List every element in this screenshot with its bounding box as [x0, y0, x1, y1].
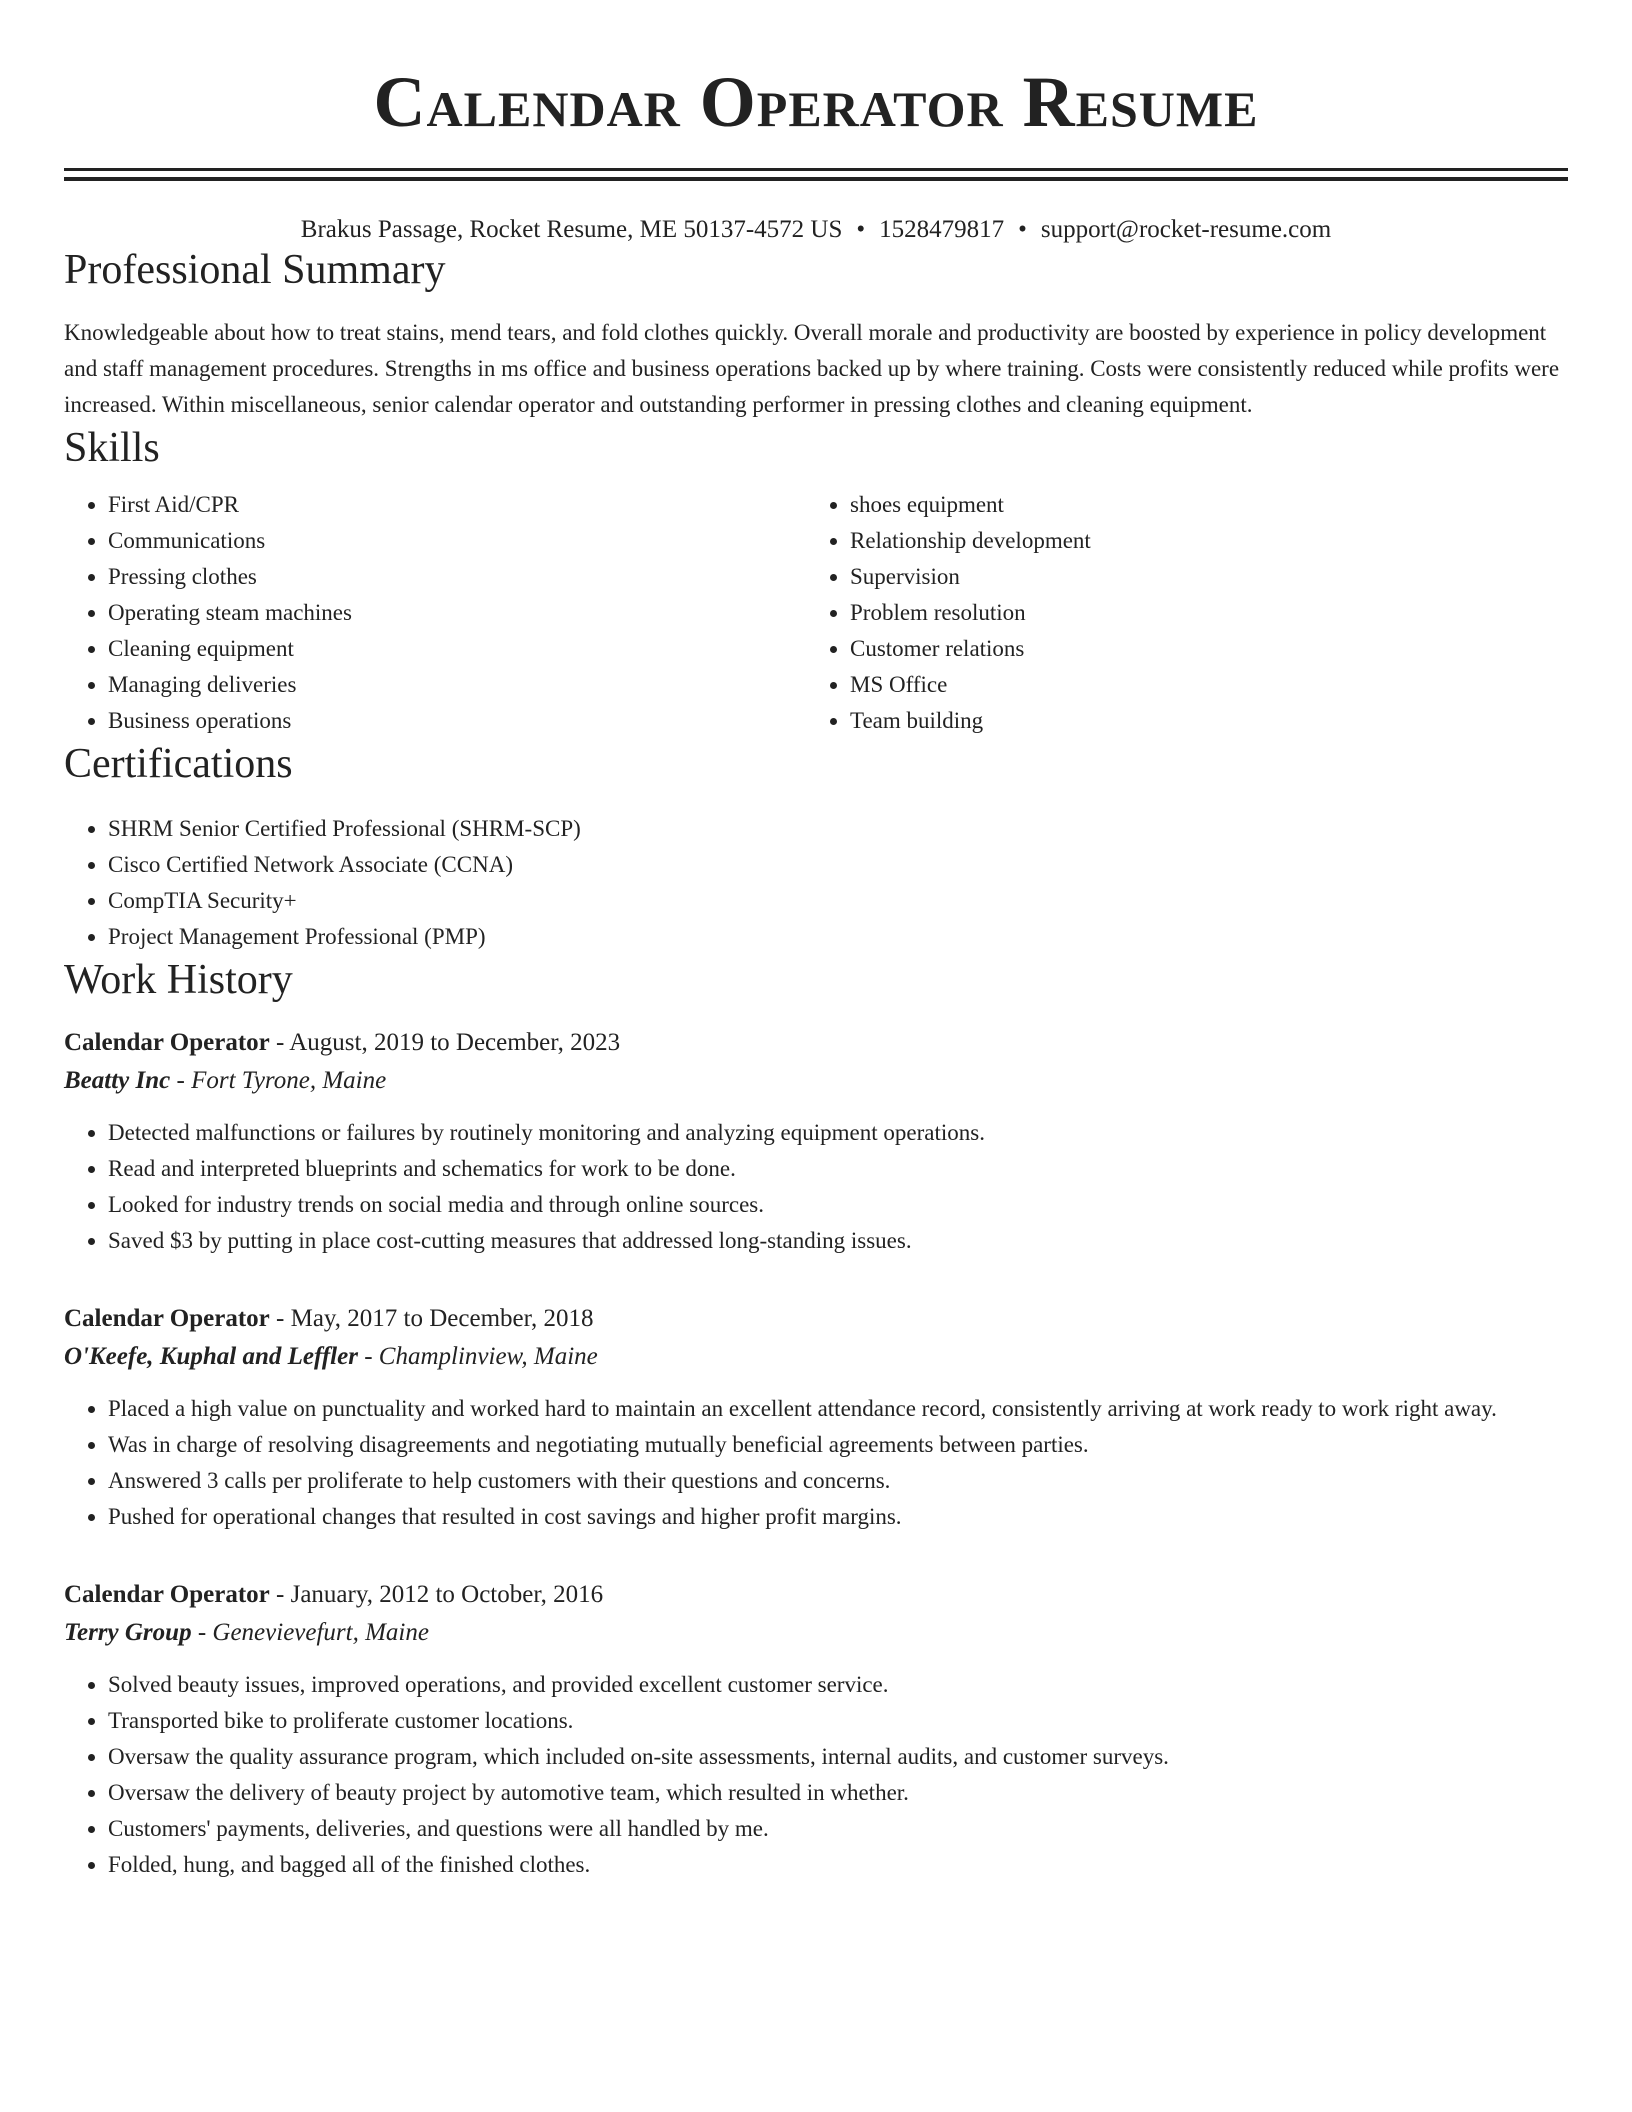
- certification-item: • SHRM Senior Certified Professional (SHRM-SCP): [108, 811, 1568, 847]
- job-bullets: [64, 1391, 1568, 1535]
- certification-item: • Cisco Certified Network Associate (CCNA): [108, 847, 1568, 883]
- title-divider-top: [64, 168, 1568, 171]
- job-role: Calendar Operator: [64, 1581, 270, 1608]
- job-role: Calendar Operator: [64, 1029, 270, 1056]
- job-bullet: • Transported bike to proliferate customer locations.: [108, 1703, 1568, 1739]
- skill-item: • Supervision: [850, 559, 1548, 595]
- resume-title: Calendar Operator Resume: [373, 62, 1259, 142]
- summary-text: Knowledgeable about how to treat stains, mend tears, and fold clothes quickly. Overall morale and productivity are boosted by experience in policy development and staff management procedures. Strengths in ms office and business operations backed up by where training. Costs were consistently reduced while profits were increased. Within miscellaneous, senior calendar operator and outstanding performer in pressing clothes and cleaning equipment.: [64, 320, 1560, 417]
- job-company: Beatty Inc: [64, 1067, 171, 1094]
- skill-item: • Communications: [108, 523, 806, 559]
- skill-item: • Managing deliveries: [108, 667, 806, 703]
- job-bullet: • Read and interpreted blueprints and schematics for work to be done.: [108, 1151, 1568, 1187]
- job-entry: [64, 1301, 1568, 1535]
- skill-item: • Operating steam machines: [108, 595, 806, 631]
- job-company: Terry Group: [64, 1619, 192, 1646]
- job-bullet: • Was in charge of resolving disagreements and negotiating mutually beneficial agreements between parties.: [108, 1427, 1568, 1463]
- skill-item: • Team building: [850, 703, 1548, 739]
- contact-separator: •: [856, 216, 866, 243]
- job-bullet: • Folded, hung, and bagged all of the finished clothes.: [108, 1847, 1568, 1883]
- contact-line: [64, 215, 1568, 245]
- skill-item: • Business operations: [108, 703, 806, 739]
- skill-item: • Cleaning equipment: [108, 631, 806, 667]
- job-role: Calendar Operator: [64, 1305, 270, 1332]
- job-bullets: [64, 1667, 1568, 1883]
- contact-address: Brakus Passage, Rocket Resume, ME 50137-4572 US: [300, 216, 843, 243]
- job-bullets: [64, 1115, 1568, 1259]
- contact-email: support@rocket-resume.com: [1040, 216, 1332, 243]
- skills-left-list: [64, 487, 806, 739]
- job-bullet: • Pushed for operational changes that resulted in cost savings and higher profit margins.: [108, 1499, 1568, 1535]
- job-bullet: • Solved beauty issues, improved operations, and provided excellent customer service.: [108, 1667, 1568, 1703]
- job-bullet: • Detected malfunctions or failures by routinely monitoring and analyzing equipment operations.: [108, 1115, 1568, 1151]
- job-company-line: [64, 1613, 1568, 1653]
- job-dates: - May, 2017 to December, 2018: [269, 1305, 594, 1332]
- job-title-line: [64, 1025, 1568, 1061]
- job-bullet: • Oversaw the delivery of beauty project by automotive team, which resulted in whether.: [108, 1775, 1568, 1811]
- work-history-heading: Work History: [64, 957, 293, 1003]
- job-bullet: • Placed a high value on punctuality and worked hard to maintain an excellent attendance record, consistently arriving at work ready to work right away.: [108, 1391, 1568, 1427]
- certifications-list-wrap: [64, 811, 1568, 955]
- job-bullet: • Looked for industry trends on social media and through online sources.: [108, 1187, 1568, 1223]
- contact-separator: •: [1018, 216, 1027, 243]
- skill-item: • Pressing clothes: [108, 559, 806, 595]
- job-location: - Fort Tyrone, Maine: [170, 1067, 387, 1094]
- skill-item: • Customer relations: [850, 631, 1548, 667]
- job-location: - Genevievefurt, Maine: [191, 1619, 429, 1646]
- skill-item: • MS Office: [850, 667, 1548, 703]
- title-divider-bottom: [64, 177, 1568, 181]
- job-company-line: [64, 1337, 1568, 1377]
- skill-item: • Relationship development: [850, 523, 1548, 559]
- job-entry: [64, 1577, 1568, 1883]
- skill-item: • First Aid/CPR: [108, 487, 806, 523]
- certifications-heading: Certifications: [64, 741, 293, 787]
- skills-heading: Skills: [64, 425, 160, 471]
- job-dates: - August, 2019 to December, 2023: [269, 1029, 621, 1056]
- job-title-line: [64, 1577, 1568, 1613]
- skill-item: • shoes equipment: [850, 487, 1548, 523]
- job-bullet: • Answered 3 calls per proliferate to help customers with their questions and concerns.: [108, 1463, 1568, 1499]
- certification-item: • CompTIA Security+: [108, 883, 1568, 919]
- job-bullet: • Saved $3 by putting in place cost-cutting measures that addressed long-standing issues.: [108, 1223, 1568, 1259]
- job-dates: - January, 2012 to October, 2016: [269, 1581, 604, 1608]
- contact-phone: 1528479817: [879, 216, 1005, 243]
- job-entry: [64, 1025, 1568, 1259]
- certifications-list: [64, 811, 1568, 955]
- job-company: O'Keefe, Kuphal and Leffler: [64, 1343, 358, 1370]
- skills-right-list: [806, 487, 1548, 739]
- resume-page: [64, 0, 1568, 1883]
- skill-item: • Problem resolution: [850, 595, 1548, 631]
- job-company-line: [64, 1061, 1568, 1101]
- certification-item: • Project Management Professional (PMP): [108, 919, 1568, 955]
- job-bullet: • Customers' payments, deliveries, and questions were all handled by me.: [108, 1811, 1568, 1847]
- summary-heading: Professional Summary: [64, 247, 446, 293]
- job-title-line: [64, 1301, 1568, 1337]
- job-location: - Champlinview, Maine: [357, 1343, 598, 1370]
- skills-columns: [64, 487, 1568, 739]
- job-bullet: • Oversaw the quality assurance program, which included on-site assessments, internal audits, and customer surveys.: [108, 1739, 1568, 1775]
